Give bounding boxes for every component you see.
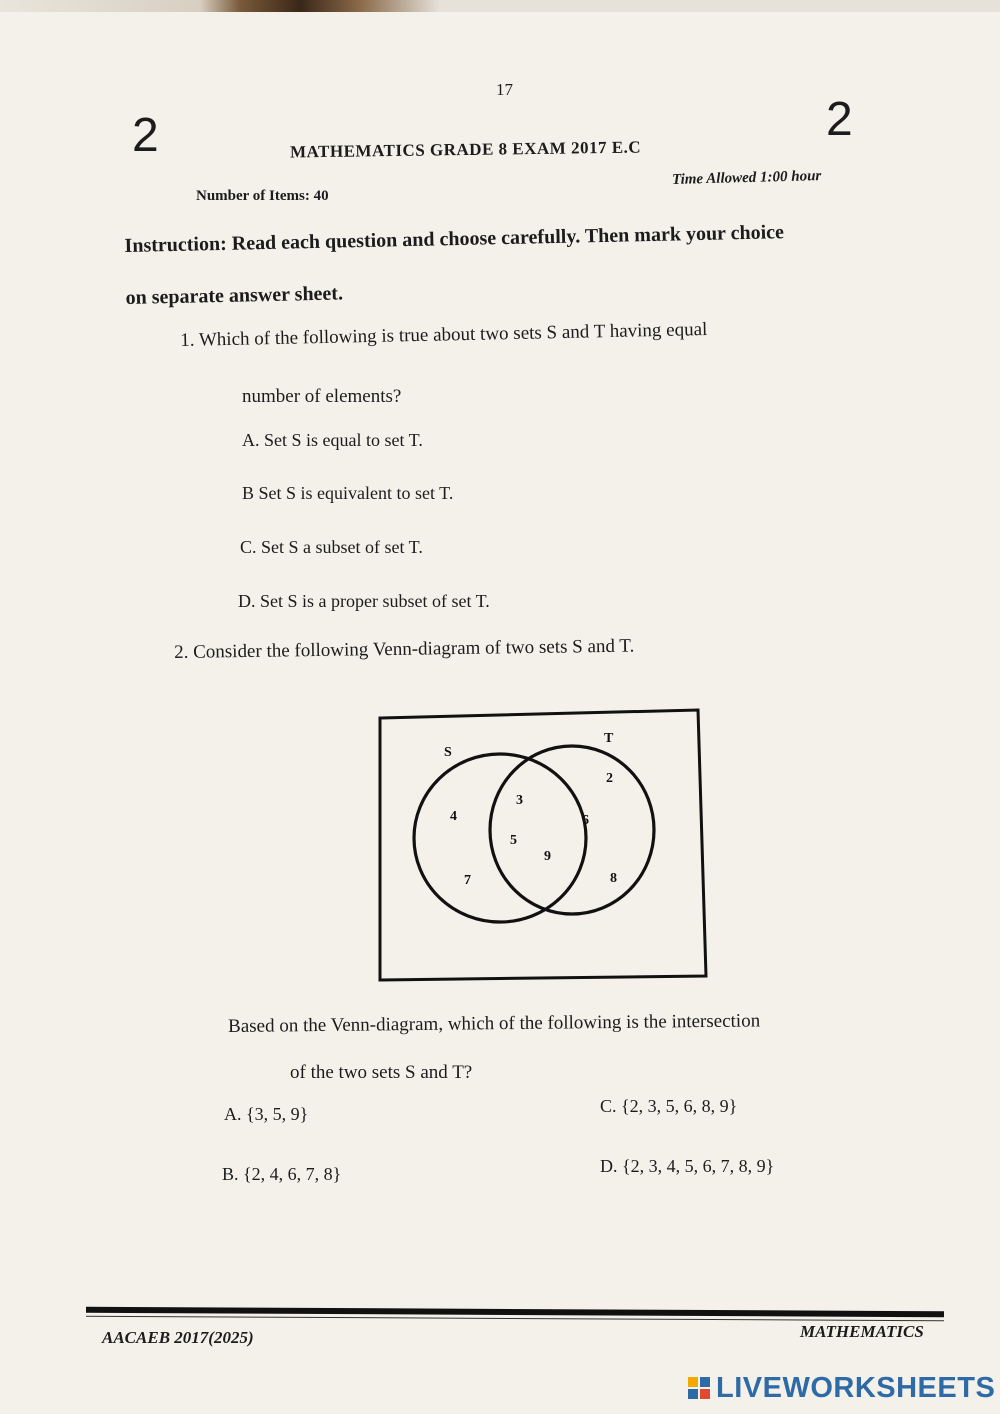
question-2-followup-line-1: Based on the Venn-diagram, which of the following is the intersection <box>228 1010 761 1037</box>
t-only-element: 6 <box>582 813 589 828</box>
q2-option-b-label: B. <box>222 1164 239 1184</box>
q2-option-d-text: {2, 3, 4, 5, 6, 7, 8, 9} <box>622 1156 775 1176</box>
question-1-number: 1. <box>180 329 195 351</box>
q2-option-d[interactable] <box>600 1156 774 1177</box>
logo-square <box>688 1377 698 1387</box>
question-1-stem <box>180 319 708 352</box>
s-only-element: 4 <box>450 809 457 824</box>
watermark-text: LIVEWORKSHEETS <box>716 1371 996 1404</box>
q1-option-c-label: C. <box>240 537 257 557</box>
instruction <box>124 204 896 324</box>
footer-left: AACAEB 2017(2025) <box>102 1328 254 1347</box>
question-2-stem-text: Consider the following Venn-diagram of two sets S and T. <box>192 635 635 663</box>
q2-option-a-text: {3, 5, 9} <box>246 1104 309 1124</box>
q1-option-c[interactable] <box>240 537 423 558</box>
footer-right: MATHEMATICS <box>800 1322 924 1341</box>
intersection-element: 5 <box>510 833 517 848</box>
logo-square <box>700 1377 710 1387</box>
q1-option-a[interactable] <box>242 430 423 451</box>
t-only-element: 2 <box>606 771 613 786</box>
set-s-circle <box>414 754 586 922</box>
set-t-circle <box>490 746 654 914</box>
logo-square <box>700 1389 710 1399</box>
question-1-stem-line-2: number of elements? <box>242 386 402 407</box>
q2-option-d-label: D. <box>600 1156 618 1176</box>
q1-option-b-label: B <box>242 483 255 503</box>
q1-option-d-label: D. <box>238 591 256 611</box>
q2-option-a[interactable] <box>224 1104 308 1125</box>
question-2-stem <box>174 636 634 664</box>
q2-option-c[interactable] <box>600 1096 737 1117</box>
intersection-element: 9 <box>544 849 551 864</box>
corner-number-left: 2 <box>132 109 159 162</box>
question-1-stem-line-1: Which of the following is true about two sets S and T having equal <box>198 318 708 351</box>
set-s-label: S <box>444 745 452 760</box>
time-allowed: Time Allowed 1:00 hour <box>671 168 822 188</box>
q2-option-c-text: {2, 3, 5, 6, 8, 9} <box>621 1096 738 1116</box>
q2-option-b[interactable] <box>222 1164 341 1185</box>
t-only-element: 8 <box>610 871 617 886</box>
instruction-line-2: on separate answer sheet. <box>125 282 344 309</box>
top-edge <box>0 0 1000 12</box>
q1-option-d[interactable] <box>238 591 490 612</box>
venn-diagram <box>376 706 712 984</box>
s-only-element: 7 <box>464 873 471 888</box>
q1-option-d-text: Set S is a proper subset of set T. <box>260 591 490 611</box>
corner-number-right: 2 <box>826 93 853 146</box>
q1-option-b[interactable] <box>242 483 453 504</box>
q1-option-a-label: A. <box>242 430 260 450</box>
q1-option-b-text: Set S is equivalent to set T. <box>258 483 454 503</box>
page-number: 17 <box>496 80 513 99</box>
question-2-number: 2. <box>174 641 189 663</box>
instruction-line-1: Instruction: Read each question and choose carefully. Then mark your choice <box>124 221 785 257</box>
intersection-element: 3 <box>516 793 523 808</box>
q2-option-a-label: A. <box>224 1104 242 1124</box>
q2-option-b-text: {2, 4, 6, 7, 8} <box>243 1164 342 1184</box>
number-of-items: Number of Items: 40 <box>196 188 329 204</box>
liveworksheets-logo-icon <box>688 1377 710 1399</box>
logo-square <box>688 1389 698 1399</box>
question-2-followup-line-2: of the two sets S and T? <box>290 1062 473 1083</box>
liveworksheets-watermark <box>688 1371 995 1405</box>
q1-option-c-text: Set S a subset of set T. <box>261 537 423 557</box>
set-t-label: T <box>604 731 614 746</box>
exam-title: MATHEMATICS GRADE 8 EXAM 2017 E.C <box>289 137 642 162</box>
q2-option-c-label: C. <box>600 1096 617 1116</box>
q1-option-a-text: Set S is equal to set T. <box>264 430 423 450</box>
